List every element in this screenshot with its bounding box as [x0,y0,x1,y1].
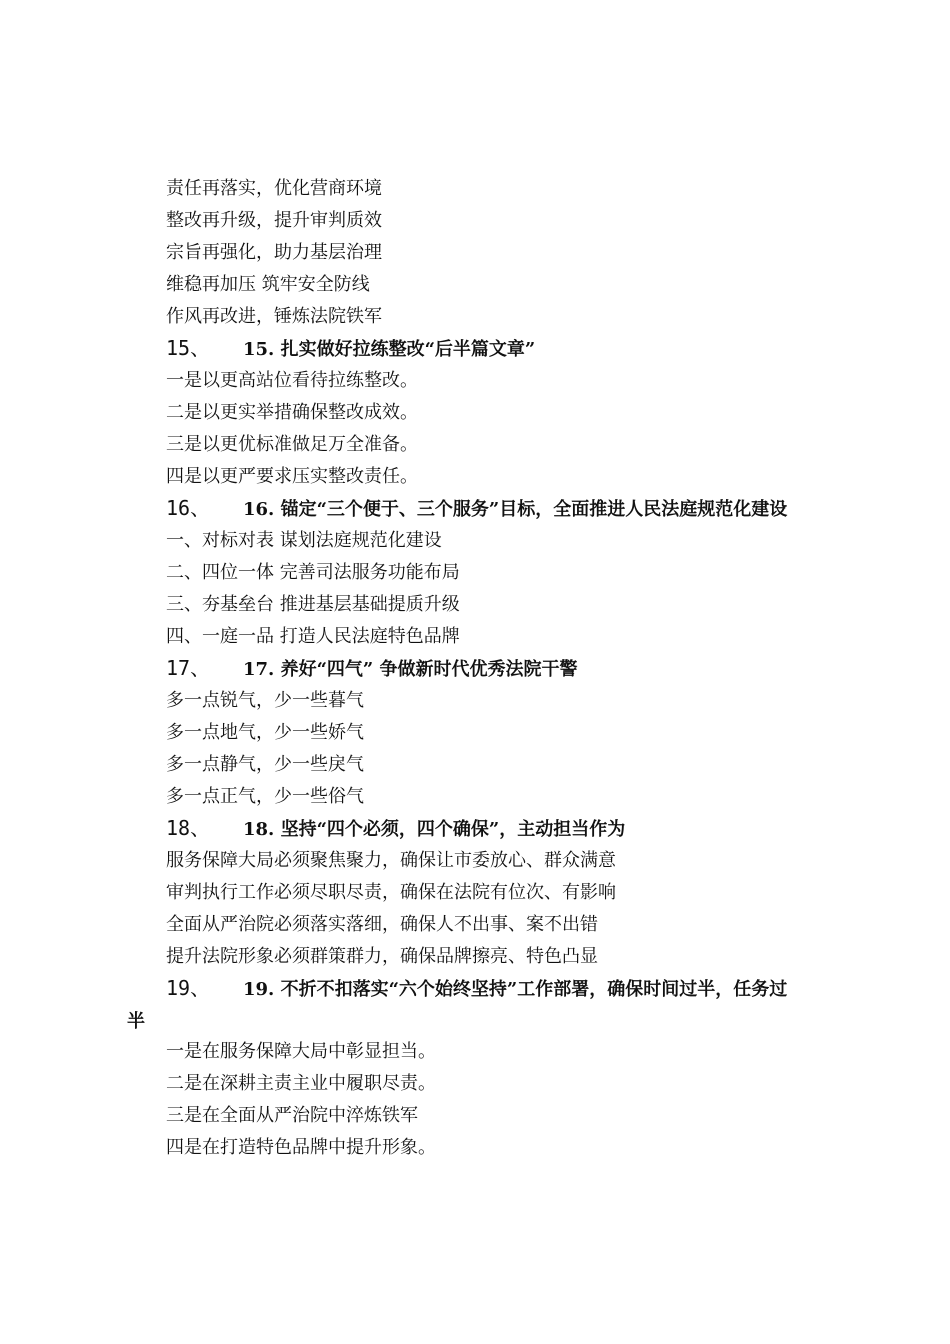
section-19-title-tail: 半 [127,1011,145,1032]
list-item: 二是在深耕主责主业中履职尽责。 [166,1073,436,1094]
section-title: 19. 不折不扣落实“六个始终坚持”工作部署，确保时间过半，任务过 [243,979,788,1000]
section-number: 17、 [166,656,211,680]
section-number: 19、 [166,976,211,1000]
section-number: 15、 [166,336,211,360]
list-item: 多一点正气，少一些俗气 [166,786,364,807]
list-item: 二是以更实举措确保整改成效。 [166,402,418,423]
list-item: 二、四位一体 完善司法服务功能布局 [166,562,460,583]
list-item: 审判执行工作必须尽职尽责，确保在法院有位次、有影响 [166,882,616,903]
top-item-1: 责任再落实，优化营商环境 [166,178,382,199]
section-17-heading [166,654,578,684]
list-item: 一是在服务保障大局中彰显担当。 [166,1041,436,1062]
section-18-heading [166,814,625,844]
list-item: 四是以更严要求压实整改责任。 [166,466,418,487]
section-title: 17. 养好“四气” 争做新时代优秀法院干警 [243,659,578,680]
section-number: 16、 [166,496,211,520]
top-item-2: 整改再升级，提升审判质效 [166,210,382,231]
top-item-3: 宗旨再强化，助力基层治理 [166,242,382,263]
list-item: 四、一庭一品 打造人民法庭特色品牌 [166,626,460,647]
section-title: 18. 坚持“四个必须，四个确保”，主动担当作为 [243,819,626,840]
list-item: 四是在打造特色品牌中提升形象。 [166,1137,436,1158]
list-item: 服务保障大局必须聚焦聚力，确保让市委放心、群众满意 [166,850,616,871]
section-title: 16. 锚定“三个便于、三个服务”目标，全面推进人民法庭规范化建设 [243,499,788,520]
list-item: 多一点锐气，少一些暮气 [166,690,364,711]
section-19-heading [166,974,787,1004]
list-item: 三是在全面从严治院中淬炼铁军 [166,1105,418,1126]
list-item: 全面从严治院必须落实落细，确保人不出事、案不出错 [166,914,598,935]
list-item: 多一点地气，少一些娇气 [166,722,364,743]
list-item: 三是以更优标准做足万全准备。 [166,434,418,455]
list-item: 多一点静气，少一些戾气 [166,754,364,775]
top-item-4: 维稳再加压 筑牢安全防线 [166,274,370,295]
list-item: 提升法院形象必须群策群力，确保品牌擦亮、特色凸显 [166,946,598,967]
section-title: 15. 扎实做好拉练整改“后半篇文章” [243,339,536,360]
top-item-5: 作风再改进，锤炼法院铁军 [166,306,382,327]
section-16-heading [166,494,787,524]
list-item: 一是以更高站位看待拉练整改。 [166,370,418,391]
section-15-heading [166,334,535,364]
section-number: 18、 [166,816,211,840]
list-item: 一、对标对表 谋划法庭规范化建设 [166,530,442,551]
list-item: 三、夯基垒台 推进基层基础提质升级 [166,594,460,615]
